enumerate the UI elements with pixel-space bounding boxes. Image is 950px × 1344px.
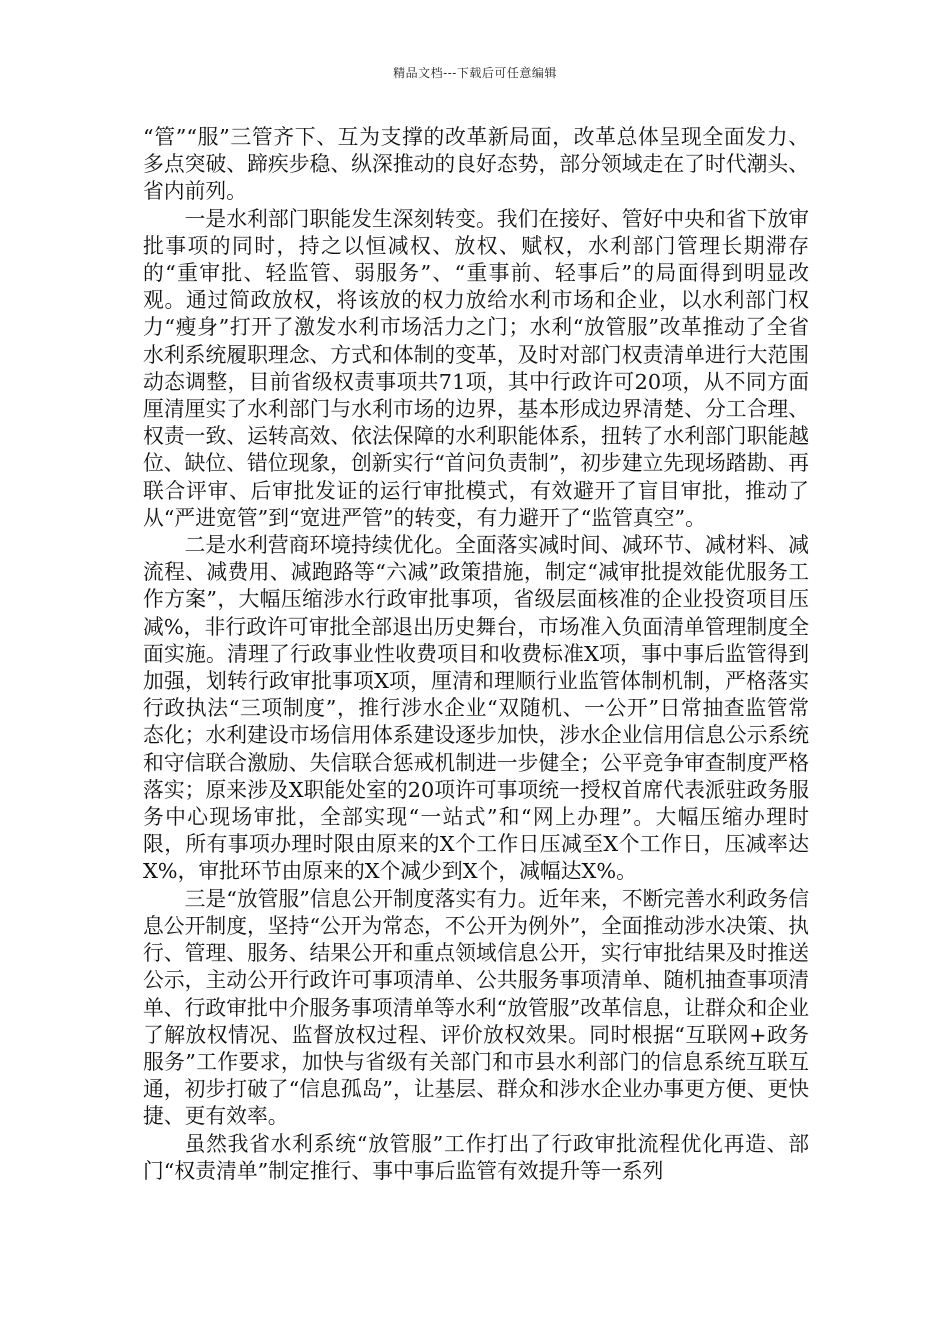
- page-header: 精品文档---下载后可任意编辑: [393, 66, 557, 80]
- paragraph-functions-transformation: 一是水利部门职能发生深刻转变。我们在接好、管好中央和省下放审批事项的同时，持之以恒减权、放权、赋权，水利部门管理长期滞存的“重审批、轻监管、弱服务”、“重事前、轻事后”的局面得到明显改观。通过简政放权，将该放的权力放给水利市场和企业，以水利部门权力“瘦身”打开了激发水利市场活力之门；水利“放管服”改革推动了全省水利系统履职理念、方式和体制的变革，及时对部门权责清单进行大范围动态调整，目前省级权责事项共71项，其中行政许可20项，从不同方面厘清厘实了水利部门与水利市场的边界，基本形成边界清楚、分工合理、权责一致、运转高效、依法保障的水利职能体系，扭转了水利部门职能越位、缺位、错位现象，创新实行“首问负责制”，初步建立先现场踏勘、再联合评审、后审批发证的运行审批模式，有效避开了盲目审批，推动了从“严进宽管”到“宽进严管”的转变，有力避开了“监管真空”。: [143, 206, 809, 530]
- paragraph-summary: 虽然我省水利系统“放管服”工作打出了行政审批流程优化再造、部门“权责清单”制定推行、事中事后监管有效提升等一系列: [143, 1131, 809, 1183]
- document-body: [143, 124, 809, 1185]
- paragraph-information-disclosure: 三是“放管服”信息公开制度落实有力。近年来，不断完善水利政务信息公开制度，坚持“公开为常态，不公开为例外”，全面推动涉水决策、执行、管理、服务、结果公开和重点领域信息公开，实行审批结果及时推送公示，主动公开行政许可事项清单、公共服务事项清单、随机抽查事项清单、行政审批中介服务事项清单等水利“放管服”改革信息，让群众和企业了解放权情况、监督放权过程、评价放权效果。同时根据“互联网+政务服务”工作要求，加快与省级有关部门和市县水利部门的信息系统互联互通，初步打破了“信息孤岛”，让基层、群众和涉水企业办事更方便、更快捷、更有效率。: [143, 886, 809, 1129]
- paragraph-business-environment: 二是水利营商环境持续优化。全面落实减时间、减环节、减材料、减流程、减费用、减跑路等“六减”政策措施，制定“减审批提效能优服务工作方案”，大幅压缩涉水行政审批事项，省级层面核准的企业投资项目压减%，非行政许可审批全部退出历史舞台，市场准入负面清单管理制度全面实施。清理了行政事业性收费项目和收费标准X项，事中事后监管得到加强，划转行政审批事项X项，厘清和理顺行业监管体制机制，严格落实行政执法“三项制度”，推行涉水企业“双随机、一公开”日常抽查监管常态化；水利建设市场信用体系建设逐步加快，涉水企业信用信息公示系统和守信联合激励、失信联合惩戒机制进一步健全；公平竞争审查制度严格落实；原来涉及X职能处室的20项许可事项统一授权首席代表派驻政务服务中心现场审批，全部实现“一站式”和“网上办理”。大幅压缩办理时限，所有事项办理时限由原来的X个工作日压减至X个工作日，压减率达X%，审批环节由原来的X个减少到X个，减幅达X%。: [143, 533, 809, 884]
- paragraph-continuation: “管”“服”三管齐下、互为支撑的改革新局面，改革总体呈现全面发力、多点突破、蹄疾步稳、纵深推动的良好态势，部分领域走在了时代潮头、省内前列。: [143, 125, 809, 204]
